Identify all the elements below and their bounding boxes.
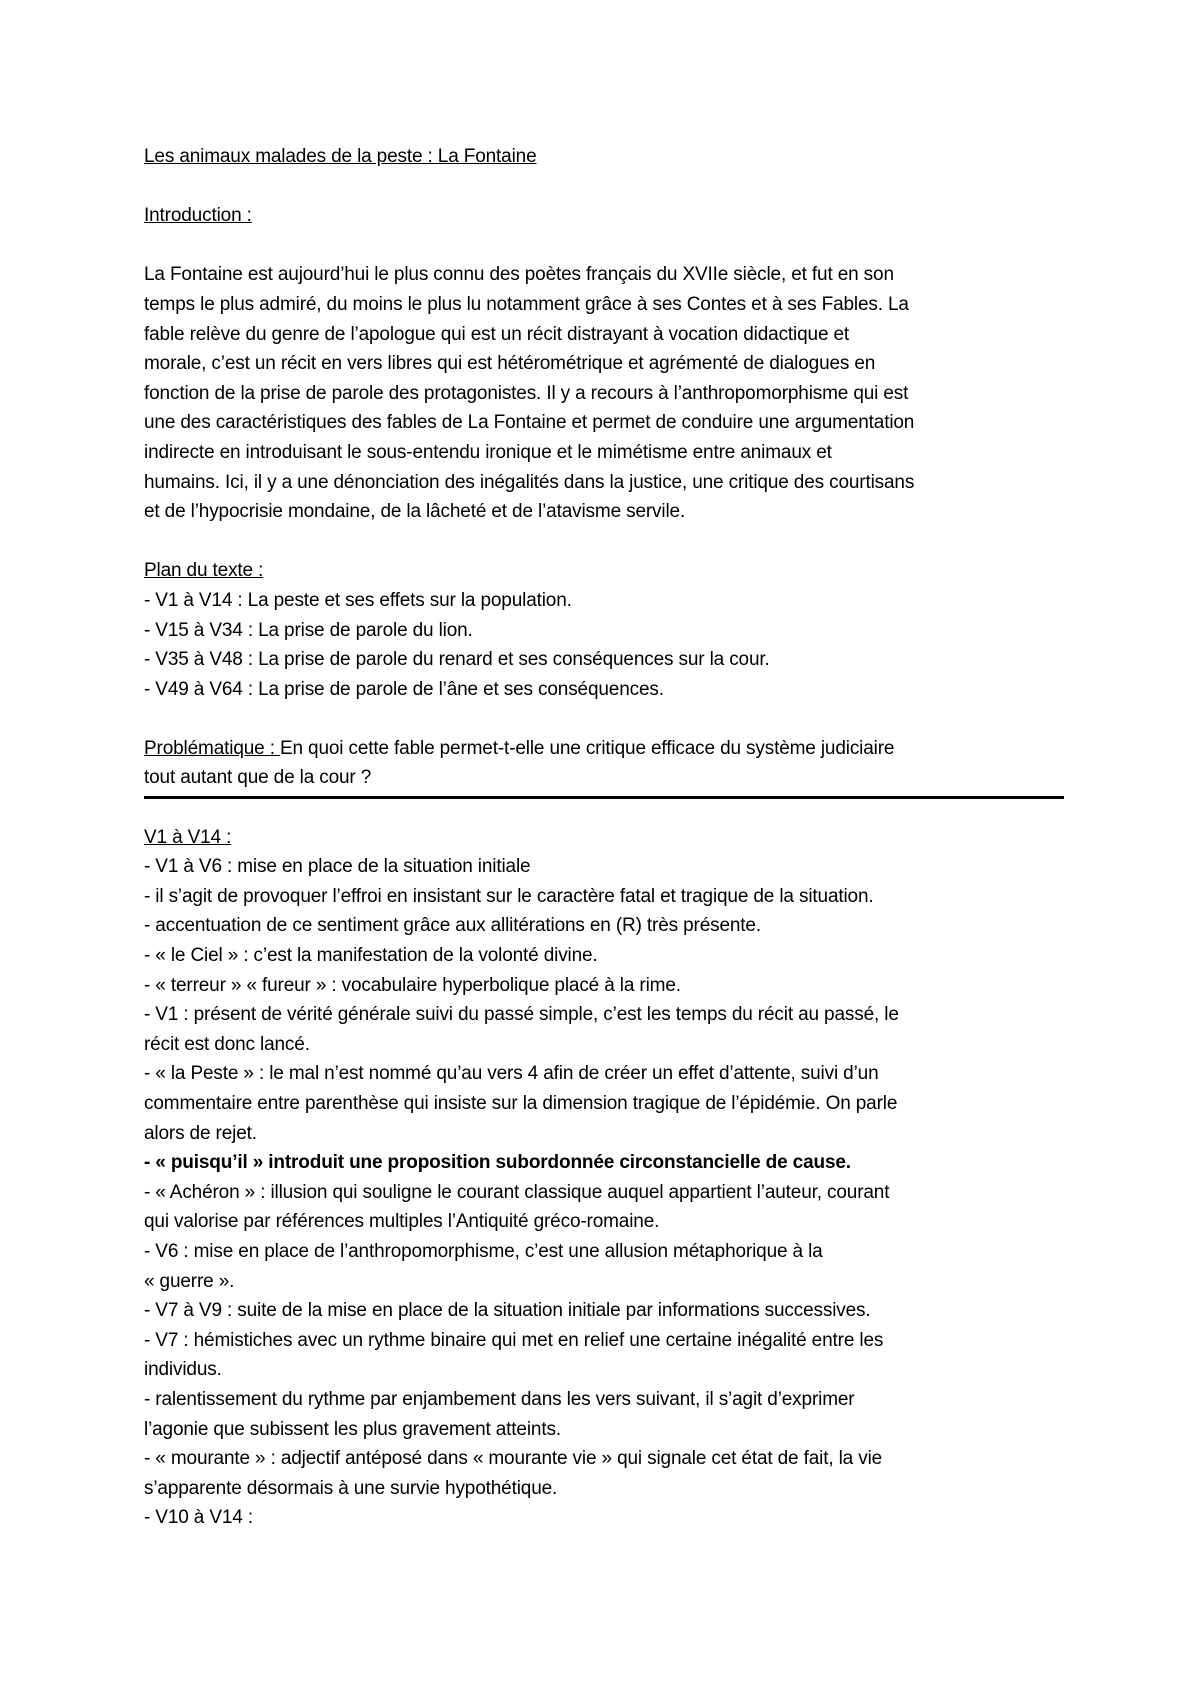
spacer <box>144 172 1064 202</box>
intro-paragraph <box>144 260 1064 526</box>
analysis-line: - accentuation de ce sentiment grâce aux allitérations en (R) très présente. <box>144 915 761 937</box>
document-title: Les animaux malades de la peste : La Fontaine <box>144 146 537 167</box>
analysis-line: individus. <box>144 1359 222 1381</box>
analysis-line: récit est donc lancé. <box>144 1033 310 1055</box>
intro-line: humains. Ici, il y a une dénonciation des inégalités dans la justice, une critique des courtisans <box>144 471 915 493</box>
intro-line: La Fontaine est aujourd’hui le plus connu des poètes français du XVIIe siècle, et fut en son <box>144 264 894 286</box>
spacer <box>144 527 1064 557</box>
plan-item: - V49 à V64 : La prise de parole de l’âne et ses conséquences. <box>144 678 664 700</box>
analysis-line: - V7 à V9 : suite de la mise en place de la situation initiale par informations successives. <box>144 1300 871 1322</box>
problematique-line <box>144 734 1064 764</box>
analysis-line: commentaire entre parenthèse qui insiste sur la dimension tragique de l’épidémie. On parle <box>144 1093 898 1114</box>
problematique-continuation: tout autant que de la cour ? <box>144 767 372 789</box>
horizontal-rule <box>144 796 1064 799</box>
plan-item: - V1 à V14 : La peste et ses effets sur la population. <box>144 589 572 611</box>
analysis-line: - « mourante » : adjectif antéposé dans « mourante vie » qui signale cet état de fait, la vie <box>144 1448 883 1470</box>
section-list <box>144 852 1064 1533</box>
analysis-line: qui valorise par références multiples l’Antiquité gréco-romaine. <box>144 1211 660 1233</box>
intro-line: indirecte en introduisant le sous-entendu ironique et le mimétisme entre animaux et <box>144 441 832 463</box>
analysis-line: - V6 : mise en place de l’anthropomorphisme, c’est une allusion métaphorique à la <box>144 1240 823 1262</box>
intro-line: une des caractéristiques des fables de La Fontaine et permet de conduire une argumentation <box>144 412 915 434</box>
analysis-line: - « terreur » « fureur » : vocabulaire hyperbolique placé à la rime. <box>144 974 681 996</box>
analysis-line: s’apparente désormais à une survie hypothétique. <box>144 1477 558 1499</box>
problematique-text: En quoi cette fable permet-t-elle une critique efficace du système judiciaire <box>279 737 895 759</box>
analysis-line: - V1 à V6 : mise en place de la situation initiale <box>144 856 531 878</box>
spacer <box>144 231 1064 261</box>
analysis-line: - ralentissement du rythme par enjambement dans les vers suivant, il s’agit d’exprimer <box>144 1388 855 1410</box>
section-heading: V1 à V14 : <box>144 826 232 848</box>
intro-line: fable relève du genre de l’apologue qui est un récit distrayant à vocation didactique et <box>144 323 850 345</box>
problematique-label: Problématique : <box>144 737 280 759</box>
plan-heading: Plan du texte : <box>144 560 264 582</box>
analysis-line: - V1 : présent de vérité générale suivi du passé simple, c’est les temps du récit au passé, le <box>144 1004 899 1026</box>
analysis-line: l’agonie que subissent les plus gravement atteints. <box>144 1418 561 1440</box>
intro-line: fonction de la prise de parole des protagonistes. Il y a recours à l’anthropomorphisme qui est <box>144 382 909 404</box>
analysis-line: - V10 à V14 : <box>144 1507 253 1529</box>
intro-line: et de l’hypocrisie mondaine, de la lâcheté et de l’atavisme servile. <box>144 501 686 523</box>
document-page <box>144 142 1064 1533</box>
analysis-line: alors de rejet. <box>144 1122 257 1144</box>
plan-item: - V35 à V48 : La prise de parole du renard et ses conséquences sur la cour. <box>144 649 770 671</box>
analysis-line: - il s’agit de provoquer l’effroi en insistant sur le caractère fatal et tragique de la situation. <box>144 885 874 907</box>
plan-list <box>144 586 1064 704</box>
plan-item: - V15 à V34 : La prise de parole du lion. <box>144 619 473 641</box>
intro-line: temps le plus admiré, du moins le plus lu notamment grâce à ses Contes et à ses Fables. La <box>144 293 909 315</box>
analysis-line: - V7 : hémistiches avec un rythme binaire qui met en relief une certaine inégalité entre les <box>144 1329 884 1351</box>
intro-line: morale, c’est un récit en vers libres qui est hétérométrique et agrémenté de dialogues en <box>144 353 876 375</box>
analysis-line: - « le Ciel » : c’est la manifestation de la volonté divine. <box>144 945 598 967</box>
spacer <box>144 704 1064 734</box>
analysis-line: - « puisqu’il » introduit une proposition subordonnée circonstancielle de cause. <box>144 1152 851 1174</box>
analysis-line: - « la Peste » : le mal n’est nommé qu’au vers 4 afin de créer un effet d’attente, suivi d’un <box>144 1063 879 1085</box>
analysis-line: « guerre ». <box>144 1270 235 1292</box>
analysis-line: - « Achéron » : illusion qui souligne le courant classique auquel appartient l’auteur, courant <box>144 1181 890 1203</box>
intro-heading: Introduction : <box>144 205 252 227</box>
